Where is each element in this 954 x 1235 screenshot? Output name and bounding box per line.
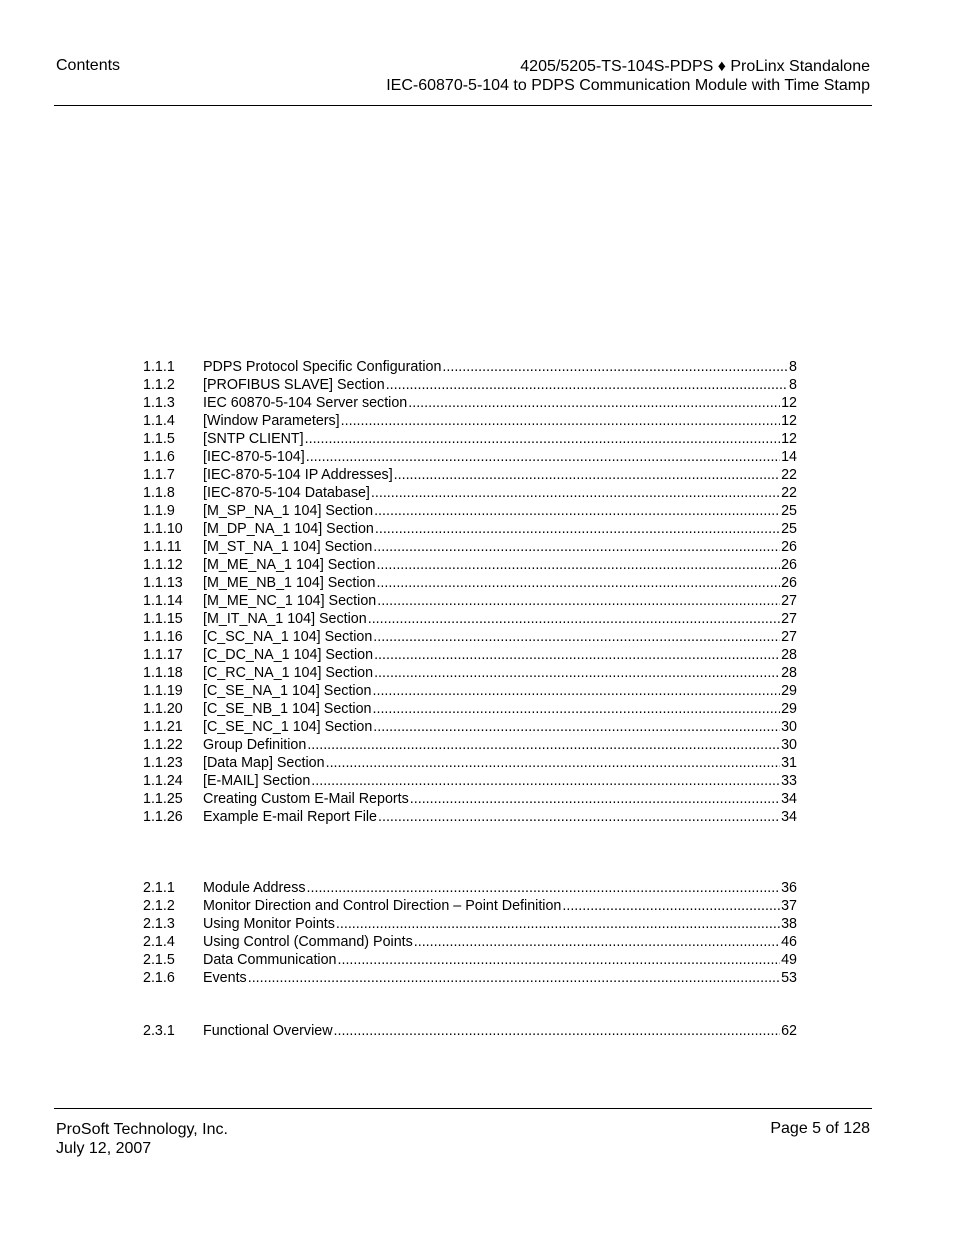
toc-entry[interactable] [143, 718, 797, 736]
toc-entry[interactable] [143, 790, 797, 808]
toc-dot-leader [414, 933, 780, 951]
toc-entry-page: 38 [781, 916, 797, 932]
toc-entry-number: 1.1.21 [143, 719, 183, 735]
toc-dot-leader [386, 376, 788, 394]
footer-date: July 12, 2007 [56, 1140, 152, 1157]
toc-dot-leader [394, 466, 780, 484]
toc-entry-number: 1.1.8 [143, 485, 175, 501]
toc-entry-number: 2.1.4 [143, 934, 175, 950]
toc-entry[interactable] [143, 394, 797, 412]
toc-entry-number: 1.1.3 [143, 395, 175, 411]
toc-entry[interactable] [143, 358, 797, 376]
toc-entry-number: 1.1.15 [143, 611, 183, 627]
toc-entry-title: [M_ME_NA_1 104] Section [203, 557, 376, 573]
toc-entry-title: Data Communication [203, 952, 337, 968]
toc-entry[interactable] [143, 897, 797, 915]
toc-dot-leader [376, 556, 780, 574]
toc-dot-leader [341, 412, 780, 430]
toc-entry-title: Group Definition [203, 737, 307, 753]
toc-entry-page: 14 [781, 449, 797, 465]
toc-entry-page: 12 [781, 431, 797, 447]
header-divider [54, 105, 872, 106]
toc-entry-number: 1.1.18 [143, 665, 183, 681]
toc-entry-number: 1.1.4 [143, 413, 175, 429]
toc-entry-number: 1.1.12 [143, 557, 183, 573]
toc-dot-leader [374, 502, 780, 520]
toc-entry-page: 28 [781, 647, 797, 663]
toc-entry[interactable] [143, 484, 797, 502]
toc-entry-number: 1.1.10 [143, 521, 183, 537]
toc-dot-leader [307, 879, 781, 897]
toc-entry-number: 1.1.23 [143, 755, 183, 771]
toc-dot-leader [306, 448, 780, 466]
toc-entry-page: 26 [781, 575, 797, 591]
toc-entry-page: 37 [781, 898, 797, 914]
toc-dot-leader [248, 969, 780, 987]
toc-entry[interactable] [143, 933, 797, 951]
toc-entry-title: [IEC-870-5-104] [203, 449, 305, 465]
toc-group-2 [143, 879, 797, 987]
toc-entry[interactable] [143, 772, 797, 790]
toc-entry-number: 1.1.5 [143, 431, 175, 447]
toc-entry[interactable] [143, 610, 797, 628]
toc-dot-leader [371, 484, 780, 502]
toc-entry[interactable] [143, 556, 797, 574]
toc-entry[interactable] [143, 376, 797, 394]
toc-entry-title: [M_DP_NA_1 104] Section [203, 521, 374, 537]
toc-dot-leader [442, 358, 788, 376]
toc-entry-number: 1.1.22 [143, 737, 183, 753]
toc-entry-title: Using Monitor Points [203, 916, 335, 932]
toc-entry-number: 1.1.1 [143, 359, 175, 375]
toc-entry[interactable] [143, 592, 797, 610]
toc-entry-title: PDPS Protocol Specific Configuration [203, 359, 442, 375]
toc-entry[interactable] [143, 969, 797, 987]
toc-entry-page: 30 [781, 719, 797, 735]
toc-entry-page: 46 [781, 934, 797, 950]
toc-entry-number: 1.1.19 [143, 683, 183, 699]
toc-entry[interactable] [143, 808, 797, 826]
toc-entry-number: 1.1.20 [143, 701, 183, 717]
toc-entry-title: [IEC-870-5-104 Database] [203, 485, 370, 501]
toc-entry-title: [C_DC_NA_1 104] Section [203, 647, 374, 663]
toc-dot-leader [373, 628, 780, 646]
toc-dot-leader [408, 394, 780, 412]
toc-entry[interactable] [143, 951, 797, 969]
toc-entry[interactable] [143, 430, 797, 448]
toc-entry-title: Functional Overview [203, 1023, 333, 1039]
toc-dot-leader [311, 772, 780, 790]
toc-entry-page: 22 [781, 467, 797, 483]
toc-entry-page: 53 [781, 970, 797, 986]
toc-dot-leader [336, 915, 780, 933]
toc-entry[interactable] [143, 664, 797, 682]
toc-entry[interactable] [143, 502, 797, 520]
toc-entry-title: [M_IT_NA_1 104] Section [203, 611, 367, 627]
toc-entry-number: 1.1.13 [143, 575, 183, 591]
toc-dot-leader [326, 754, 781, 772]
toc-entry-number: 1.1.2 [143, 377, 175, 393]
toc-entry[interactable] [143, 538, 797, 556]
toc-entry[interactable] [143, 466, 797, 484]
toc-entry-number: 1.1.14 [143, 593, 183, 609]
toc-entry-page: 34 [781, 809, 797, 825]
footer-divider [54, 1108, 872, 1109]
toc-dot-leader [338, 951, 781, 969]
toc-entry[interactable] [143, 646, 797, 664]
toc-entry-number: 1.1.17 [143, 647, 183, 663]
toc-entry[interactable] [143, 754, 797, 772]
header-document-title [386, 57, 870, 95]
toc-dot-leader [378, 808, 780, 826]
toc-entry-page: 34 [781, 791, 797, 807]
toc-entry-page: 27 [781, 629, 797, 645]
toc-dot-leader [377, 592, 780, 610]
footer-left [56, 1120, 228, 1158]
toc-entry-title: [Window Parameters] [203, 413, 340, 429]
toc-entry-page: 8 [789, 377, 797, 393]
toc-group-1 [143, 358, 797, 826]
header-module-description: IEC-60870-5-104 to PDPS Communication Module with Time Stamp [386, 77, 870, 94]
toc-dot-leader [410, 790, 780, 808]
toc-dot-leader [368, 610, 780, 628]
toc-entry-title: Creating Custom E-Mail Reports [203, 791, 409, 807]
toc-entry-page: 12 [781, 413, 797, 429]
toc-entry-page: 25 [781, 503, 797, 519]
toc-entry[interactable] [143, 682, 797, 700]
toc-entry-number: 1.1.7 [143, 467, 175, 483]
toc-entry-number: 1.1.25 [143, 791, 183, 807]
toc-entry-page: 26 [781, 557, 797, 573]
toc-entry-number: 2.1.1 [143, 880, 175, 896]
toc-entry-title: Monitor Direction and Control Direction – Point Definition [203, 898, 562, 914]
toc-entry-page: 27 [781, 611, 797, 627]
toc-entry-page: 12 [781, 395, 797, 411]
toc-entry-number: 2.1.5 [143, 952, 175, 968]
toc-entry-page: 22 [781, 485, 797, 501]
toc-entry-page: 8 [789, 359, 797, 375]
toc-dot-leader [334, 1022, 781, 1040]
toc-entry-page: 26 [781, 539, 797, 555]
toc-entry-page: 31 [781, 755, 797, 771]
toc-entry-page: 33 [781, 773, 797, 789]
toc-dot-leader [373, 538, 780, 556]
toc-entry-number: 2.3.1 [143, 1023, 175, 1039]
toc-entry-title: [M_SP_NA_1 104] Section [203, 503, 374, 519]
toc-entry-title: [M_ST_NA_1 104] Section [203, 539, 373, 555]
footer-company: ProSoft Technology, Inc. [56, 1121, 228, 1138]
toc-entry-title: [C_SE_NC_1 104] Section [203, 719, 373, 735]
toc-dot-leader [562, 897, 780, 915]
toc-dot-leader [307, 736, 780, 754]
toc-dot-leader [305, 430, 780, 448]
toc-entry-number: 2.1.6 [143, 970, 175, 986]
toc-dot-leader [376, 574, 780, 592]
toc-entry-title: [E-MAIL] Section [203, 773, 311, 789]
header-product-line: 4205/5205-TS-104S-PDPS ♦ ProLinx Standalone [520, 58, 870, 75]
toc-entry-title: [C_SE_NA_1 104] Section [203, 683, 372, 699]
toc-entry-title: Module Address [203, 880, 306, 896]
toc-entry-title: [PROFIBUS SLAVE] Section [203, 377, 385, 393]
toc-entry-title: Using Control (Command) Points [203, 934, 413, 950]
toc-entry[interactable] [143, 628, 797, 646]
header-section-title: Contents [56, 57, 121, 74]
toc-entry-number: 1.1.16 [143, 629, 183, 645]
toc-entry-number: 1.1.9 [143, 503, 175, 519]
toc-entry-title: [M_ME_NC_1 104] Section [203, 593, 377, 609]
toc-entry[interactable] [143, 448, 797, 466]
toc-entry-title: [M_ME_NB_1 104] Section [203, 575, 376, 591]
toc-entry-number: 1.1.26 [143, 809, 183, 825]
toc-dot-leader [374, 646, 780, 664]
toc-entry[interactable] [143, 574, 797, 592]
footer-page-number: Page 5 of 128 [770, 1120, 870, 1137]
toc-entry-page: 36 [781, 880, 797, 896]
toc-entry[interactable] [143, 879, 797, 897]
toc-dot-leader [373, 700, 781, 718]
toc-entry-title: Example E-mail Report File [203, 809, 377, 825]
toc-entry[interactable] [143, 520, 797, 538]
toc-entry-page: 62 [781, 1023, 797, 1039]
toc-entry[interactable] [143, 700, 797, 718]
toc-entry-title: Events [203, 970, 247, 986]
toc-entry-title: [SNTP CLIENT] [203, 431, 304, 447]
toc-dot-leader [373, 718, 780, 736]
toc-entry[interactable] [143, 736, 797, 754]
toc-dot-leader [373, 682, 781, 700]
toc-entry-number: 1.1.24 [143, 773, 183, 789]
toc-entry[interactable] [143, 412, 797, 430]
toc-entry[interactable] [143, 915, 797, 933]
toc-entry-page: 27 [781, 593, 797, 609]
toc-entry-number: 1.1.6 [143, 449, 175, 465]
toc-group-3 [143, 1022, 797, 1040]
toc-entry-title: [C_SE_NB_1 104] Section [203, 701, 372, 717]
toc-entry-page: 30 [781, 737, 797, 753]
toc-entry-page: 29 [781, 701, 797, 717]
toc-entry-page: 49 [781, 952, 797, 968]
toc-entry-number: 2.1.2 [143, 898, 175, 914]
toc-entry-page: 25 [781, 521, 797, 537]
toc-entry-page: 29 [781, 683, 797, 699]
toc-entry-title: [C_RC_NA_1 104] Section [203, 665, 374, 681]
toc-entry[interactable] [143, 1022, 797, 1040]
toc-entry-number: 2.1.3 [143, 916, 175, 932]
toc-dot-leader [375, 520, 780, 538]
toc-entry-title: [IEC-870-5-104 IP Addresses] [203, 467, 393, 483]
toc-entry-title: IEC 60870-5-104 Server section [203, 395, 408, 411]
toc-entry-number: 1.1.11 [143, 539, 182, 555]
toc-dot-leader [374, 664, 780, 682]
toc-entry-title: [C_SC_NA_1 104] Section [203, 629, 373, 645]
toc-entry-title: [Data Map] Section [203, 755, 325, 771]
toc-entry-page: 28 [781, 665, 797, 681]
